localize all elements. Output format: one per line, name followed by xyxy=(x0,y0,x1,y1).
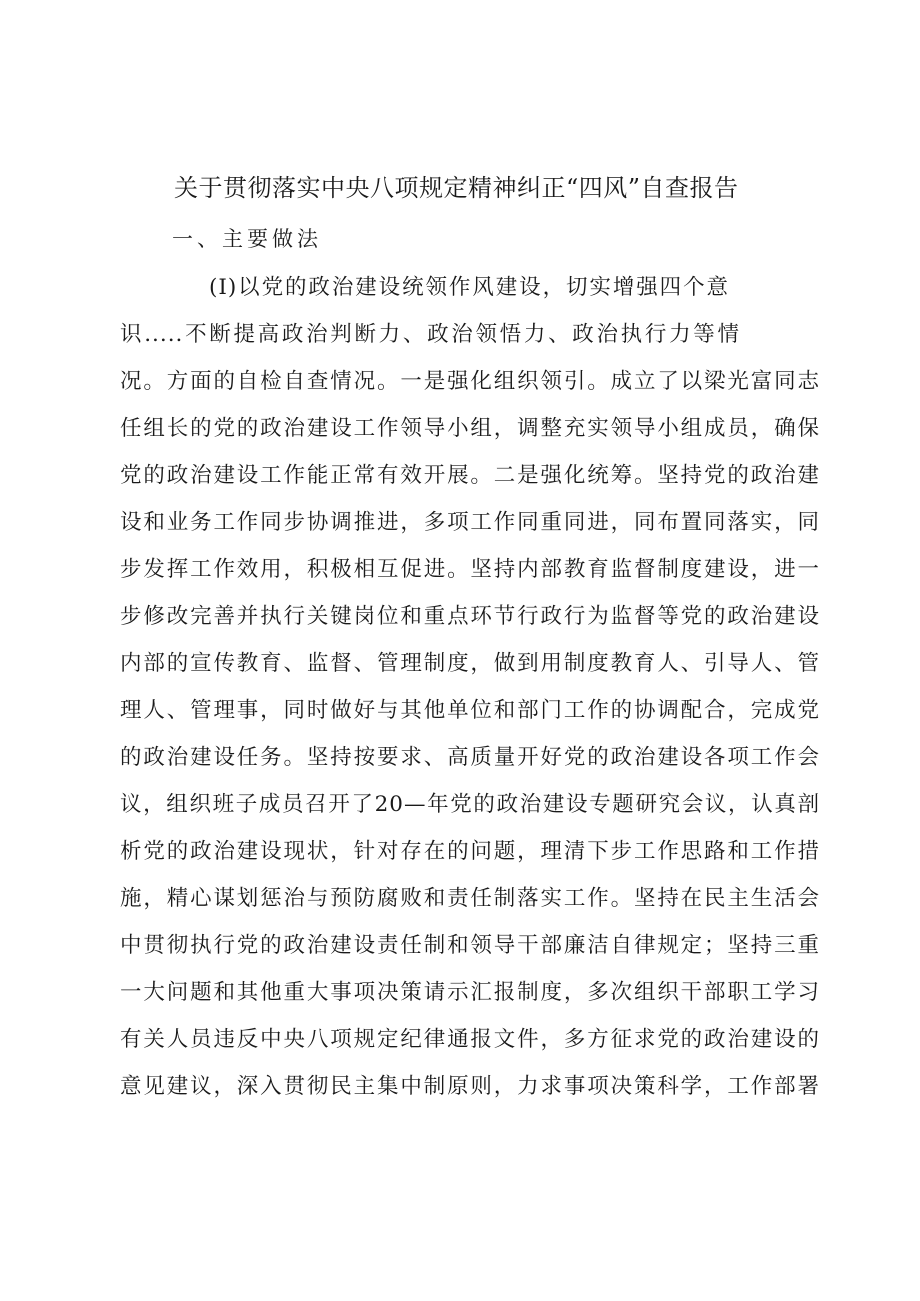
paragraph-line: 意见建议，深入贯彻民主集中制原则，力求事项决策科学，工作部署 xyxy=(120,1074,820,1099)
paragraph-line: 设和业务工作同步协调推进，多项工作同重同进，同布置同落实，同 xyxy=(120,510,820,535)
paragraph-line: 任组长的党的政治建设工作领导小组，调整充实领导小组成员，确保 xyxy=(120,416,820,441)
paragraph-line: 理人、管理事，同时做好与其他单位和部门工作的协调配合，完成党 xyxy=(120,698,820,723)
document-title: 关于贯彻落实中央八项规定精神纠正“四风”自查报告 xyxy=(174,174,739,202)
paragraph-line: 步修改完善并执行关键岗位和重点环节行政行为监督等党的政治建设 xyxy=(120,604,820,629)
paragraph-line: 识.....不断提高政治判断力、政治领悟力、政治执行力等情 xyxy=(120,322,740,347)
paragraph-line: 有关人员违反中央八项规定纪律通报文件，多方征求党的政治建设的 xyxy=(120,1027,820,1052)
paragraph-line: 一大问题和其他重大事项决策请示汇报制度，多次组织干部职工学习 xyxy=(120,980,820,1005)
paragraph-line: 议，组织班子成员召开了20—年党的政治建设专题研究会议，认真剖 xyxy=(120,792,820,817)
section-heading: 一、主要做法 xyxy=(172,227,322,251)
paragraph-line: 内部的宣传教育、监督、管理制度，做到用制度教育人、引导人、管 xyxy=(120,651,820,676)
paragraph-line: 的政治建设任务。坚持按要求、高质量开好党的政治建设各项工作会 xyxy=(120,745,820,770)
paragraph-line: (I)以党的政治建设统领作风建设，切实增强四个意 xyxy=(209,275,729,300)
paragraph-line: 步发挥工作效用，积极相互促进。坚持内部教育监督制度建设，进一 xyxy=(120,557,820,582)
paragraph-line: 中贯彻执行党的政治建设责任制和领导干部廉洁自律规定；坚持三重 xyxy=(120,933,820,958)
paragraph-line: 施，精心谋划惩治与预防腐败和责任制落实工作。坚持在民主生活会 xyxy=(120,886,820,911)
paragraph-line: 党的政治建设工作能正常有效开展。二是强化统筹。坚持党的政治建 xyxy=(120,463,820,488)
paragraph-line: 析党的政治建设现状，针对存在的问题，理清下步工作思路和工作措 xyxy=(120,839,820,864)
paragraph-line: 况。方面的自检自查情况。一是强化组织领引。成立了以梁光富同志 xyxy=(120,369,820,394)
